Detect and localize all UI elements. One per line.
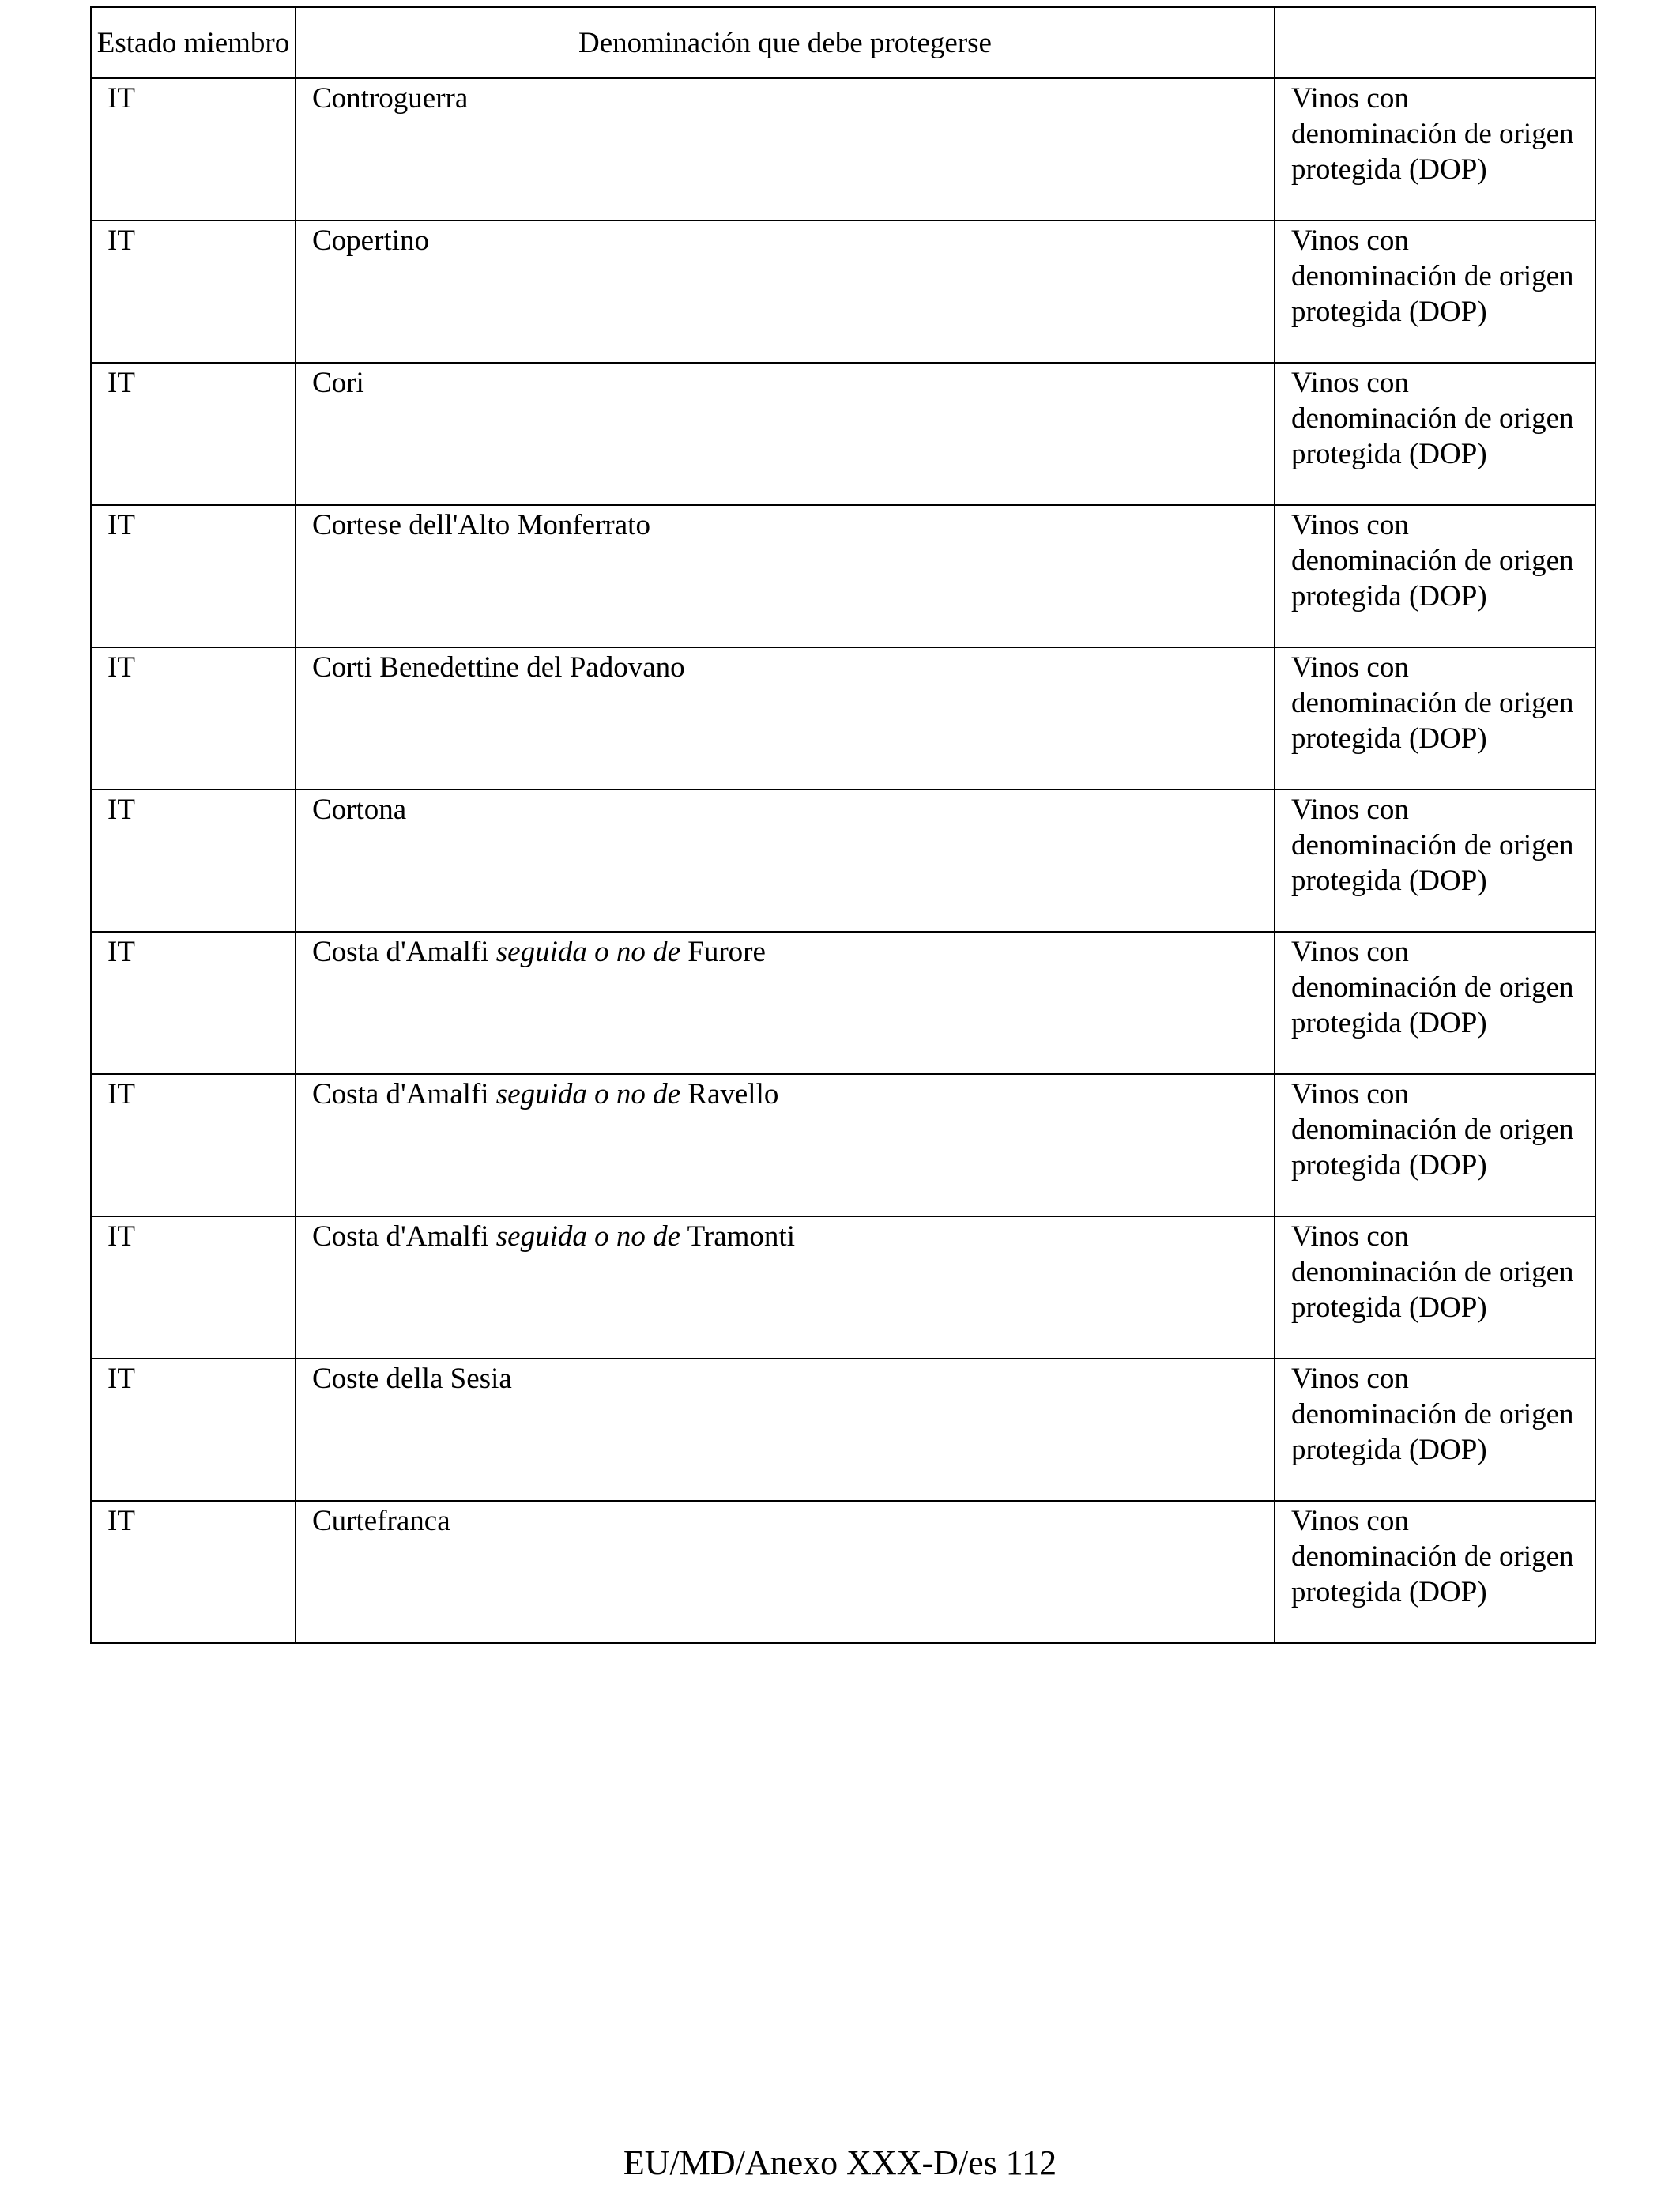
- category-cell: Vinos con denominación de origen protegida (DOP): [1275, 1216, 1595, 1359]
- category-cell: Vinos con denominación de origen protegida (DOP): [1275, 505, 1595, 647]
- member-state-cell: IT: [91, 1501, 296, 1643]
- denomination-cell: [296, 363, 1275, 505]
- category-cell: Vinos con denominación de origen protegida (DOP): [1275, 363, 1595, 505]
- denomination-cell: [296, 1216, 1275, 1359]
- denomination-text: Controguerra: [312, 82, 469, 115]
- table-row: [91, 78, 1595, 221]
- category-cell: Vinos con denominación de origen protegida (DOP): [1275, 932, 1595, 1074]
- denomination-cell: [296, 505, 1275, 647]
- member-state-cell: IT: [91, 1074, 296, 1216]
- denomination-text: Coste della Sesia: [312, 1363, 512, 1395]
- denomination-text: Corti Benedettine del Padovano: [312, 651, 685, 684]
- member-state-cell: IT: [91, 1359, 296, 1501]
- table-row: [91, 363, 1595, 505]
- member-state-cell: IT: [91, 932, 296, 1074]
- denomination-qualifier: seguida o no de: [495, 1078, 681, 1110]
- table-row: [91, 1216, 1595, 1359]
- denomination-cell: [296, 790, 1275, 932]
- category-cell: Vinos con denominación de origen protegida (DOP): [1275, 647, 1595, 790]
- member-state-cell: IT: [91, 1216, 296, 1359]
- table-body: [91, 78, 1595, 1643]
- table-header-row: [91, 7, 1595, 78]
- table-row: [91, 1074, 1595, 1216]
- member-state-cell: IT: [91, 647, 296, 790]
- denomination-text: Tramonti: [680, 1220, 795, 1253]
- denomination-cell: [296, 78, 1275, 221]
- table-row: [91, 647, 1595, 790]
- denomination-qualifier: seguida o no de: [495, 936, 681, 968]
- category-cell: Vinos con denominación de origen protegida (DOP): [1275, 790, 1595, 932]
- member-state-cell: IT: [91, 221, 296, 363]
- denomination-text: Furore: [680, 936, 766, 968]
- page-footer: EU/MD/Anexo XXX-D/es 112: [623, 2143, 1057, 2182]
- denomination-text: Ravello: [680, 1078, 779, 1110]
- table-row: [91, 1359, 1595, 1501]
- denomination-text: Cortese dell'Alto Monferrato: [312, 509, 650, 541]
- header-category: [1275, 7, 1595, 78]
- appellation-table: [90, 6, 1596, 1644]
- denomination-text: Cortona: [312, 794, 407, 826]
- category-cell: Vinos con denominación de origen protegida (DOP): [1275, 1501, 1595, 1643]
- member-state-cell: IT: [91, 505, 296, 647]
- denomination-text: Cori: [312, 367, 364, 399]
- denomination-cell: [296, 1074, 1275, 1216]
- header-member-state: Estado miembro: [91, 7, 296, 78]
- table-row: [91, 1501, 1595, 1643]
- denomination-cell: [296, 221, 1275, 363]
- category-cell: Vinos con denominación de origen protegida (DOP): [1275, 1074, 1595, 1216]
- category-cell: Vinos con denominación de origen protegida (DOP): [1275, 78, 1595, 221]
- denomination-text: Curtefranca: [312, 1505, 450, 1537]
- table-row: [91, 221, 1595, 363]
- category-cell: Vinos con denominación de origen protegida (DOP): [1275, 1359, 1595, 1501]
- denomination-cell: [296, 932, 1275, 1074]
- table-row: [91, 505, 1595, 647]
- denomination-text: Copertino: [312, 224, 429, 257]
- member-state-cell: IT: [91, 78, 296, 221]
- category-cell: Vinos con denominación de origen protegida (DOP): [1275, 221, 1595, 363]
- member-state-cell: IT: [91, 790, 296, 932]
- header-denomination: Denominación que debe protegerse: [296, 7, 1275, 78]
- member-state-cell: IT: [91, 363, 296, 505]
- table-row: [91, 932, 1595, 1074]
- denomination-cell: [296, 647, 1275, 790]
- table-row: [91, 790, 1595, 932]
- denomination-qualifier: seguida o no de: [495, 1220, 681, 1253]
- denomination-cell: [296, 1501, 1275, 1643]
- denomination-text: Costa d'Amalfi: [312, 1078, 496, 1110]
- denomination-cell: [296, 1359, 1275, 1501]
- denomination-text: Costa d'Amalfi: [312, 1220, 496, 1253]
- denomination-text: Costa d'Amalfi: [312, 936, 496, 968]
